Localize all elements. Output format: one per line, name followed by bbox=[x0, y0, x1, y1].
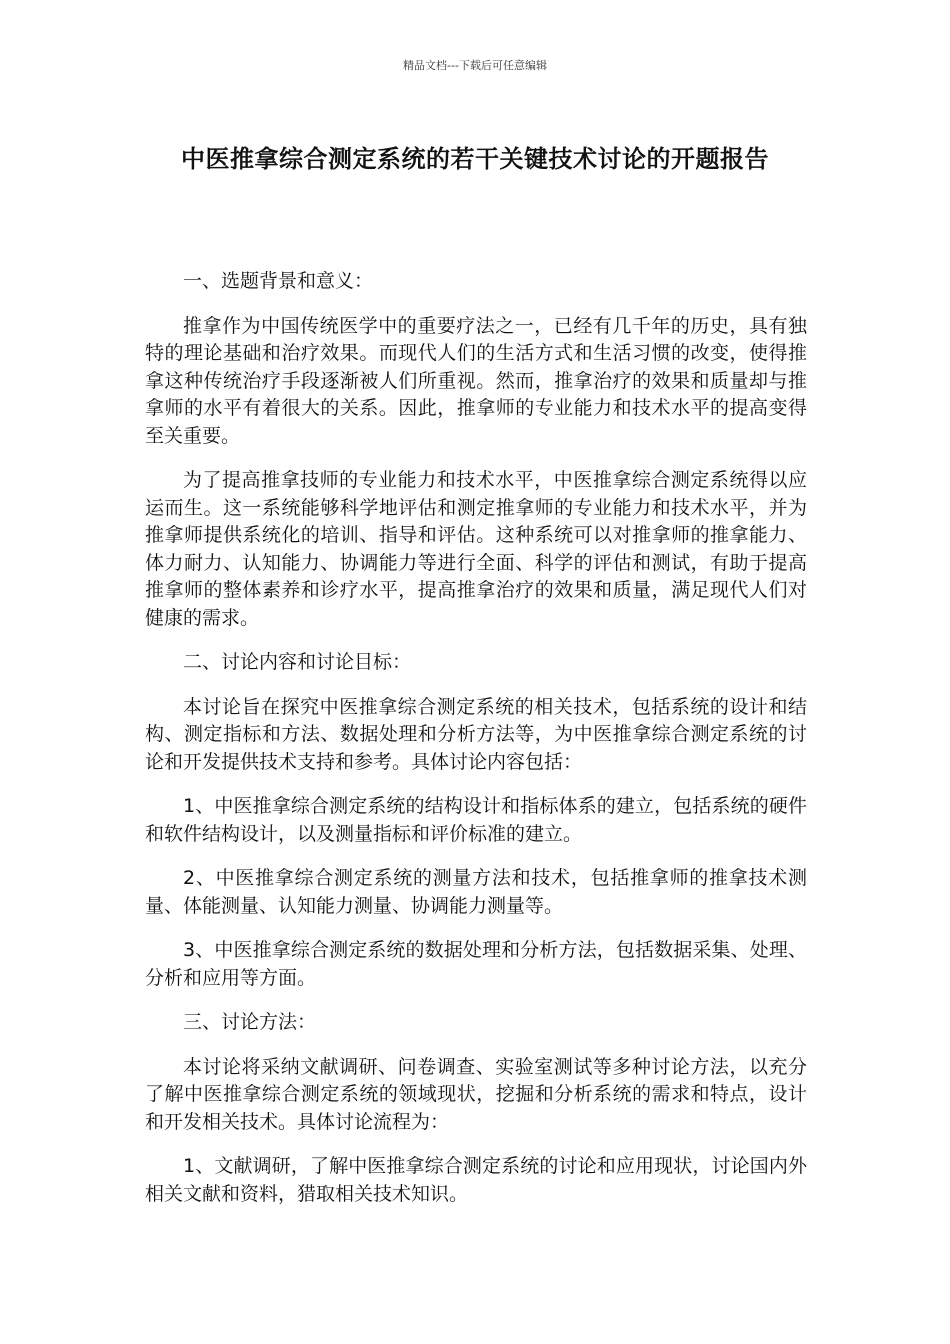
list-item-content-3: 3、中医推拿综合测定系统的数据处理和分析方法，包括数据采集、处理、分析和应用等方面。 bbox=[145, 939, 807, 989]
paragraph-background-2: 为了提高推拿技师的专业能力和技术水平，中医推拿综合测定系统得以应运而生。这一系统能够科学地评估和测定推拿师的专业能力和技术水平，并为推拿师提供系统化的培训、指导和评估。这种系统可以对推拿师的推拿能力、体力耐力、认知能力、协调能力等进行全面、科学的评估和测试，有助于提高推拿师的整体素养和诊疗水平，提高推拿治疗的效果和质量，满足现代人们对健康的需求。 bbox=[145, 469, 807, 629]
header-note: 精品文档---下载后可任意编辑 bbox=[403, 59, 547, 72]
list-item-methods-1: 1、文献调研，了解中医推拿综合测定系统的讨论和应用现状，讨论国内外相关文献和资料，猎取相关技术知识。 bbox=[145, 1155, 807, 1205]
list-item-content-1: 1、中医推拿综合测定系统的结构设计和指标体系的建立，包括系统的硬件和软件结构设计，以及测量指标和评价标准的建立。 bbox=[145, 795, 807, 845]
list-item-content-2: 2、中医推拿综合测定系统的测量方法和技术，包括推拿师的推拿技术测量、体能测量、认知能力测量、协调能力测量等。 bbox=[145, 867, 807, 917]
document-title: 中医推拿综合测定系统的若干关键技术讨论的开题报告 bbox=[181, 145, 769, 173]
paragraph-methods-intro: 本讨论将采纳文献调研、问卷调查、实验室测试等多种讨论方法，以充分了解中医推拿综合测定系统的领域现状，挖掘和分析系统的需求和特点，设计和开发相关技术。具体讨论流程为： bbox=[145, 1055, 807, 1133]
paragraph-background-1: 推拿作为中国传统医学中的重要疗法之一，已经有几千年的历史，具有独特的理论基础和治疗效果。而现代人们的生活方式和生活习惯的改变，使得推拿这种传统治疗手段逐渐被人们所重视。然而，推拿治疗的效果和质量却与推拿师的水平有着很大的关系。因此，推拿师的专业能力和技术水平的提高变得至关重要。 bbox=[145, 314, 807, 447]
section-heading-background: 一、选题背景和意义： bbox=[183, 270, 374, 292]
paragraph-content-intro: 本讨论旨在探究中医推拿综合测定系统的相关技术，包括系统的设计和结构、测定指标和方法、数据处理和分析方法等，为中医推拿综合测定系统的讨论和开发提供技术支持和参考。具体讨论内容包括： bbox=[145, 695, 807, 773]
document-body bbox=[145, 268, 807, 1225]
section-heading-methods: 三、讨论方法： bbox=[183, 1011, 317, 1033]
section-heading-content-goals: 二、讨论内容和讨论目标： bbox=[183, 651, 412, 673]
